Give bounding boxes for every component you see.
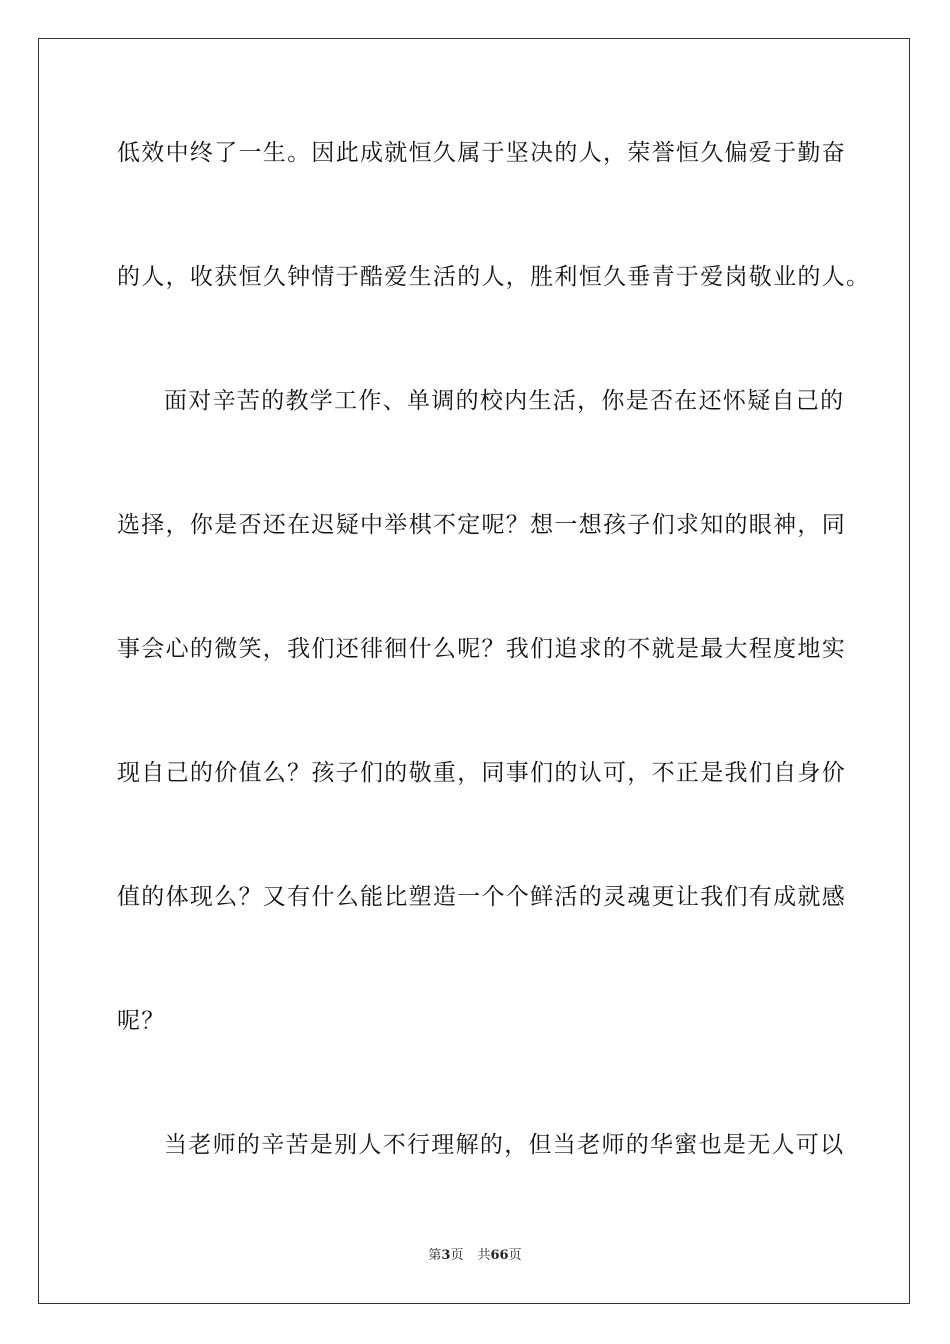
text-line-1: 低效中终了一生。因此成就恒久属于坚决的人，荣誉恒久偏爱于勤奋 — [117, 140, 846, 166]
paragraph-start-line-2: 当老师的辛苦是别人不行理解的，但当老师的华蜜也是无人可以 — [164, 1132, 845, 1158]
paragraph-start-line: 面对辛苦的教学工作、单调的校内生活，你是否在还怀疑自己的 — [164, 388, 845, 414]
total-prefix: 共 — [477, 1248, 491, 1263]
text-line-6: 现自己的价值么？孩子们的敬重，同事们的认可，不正是我们自身价 — [117, 760, 846, 786]
page-number: 3 — [441, 1248, 451, 1263]
text-line-8: 呢？ — [117, 1008, 166, 1034]
text-line-4: 选择，你是否还在迟疑中举棋不定呢？想一想孩子们求知的眼神，同 — [117, 512, 846, 538]
page-footer — [0, 1247, 950, 1265]
text-line-2: 的人，收获恒久钟情于酷爱生活的人，胜利恒久垂青于爱岗敬业的人。 — [117, 264, 871, 290]
page-border — [38, 38, 910, 1304]
page-prefix: 第 — [428, 1248, 442, 1263]
total-suffix: 页 — [508, 1248, 522, 1263]
total-pages: 66 — [490, 1248, 509, 1263]
text-line-7: 值的体现么？又有什么能比塑造一个个鲜活的灵魂更让我们有成就感 — [117, 884, 846, 910]
text-line-5: 事会心的微笑，我们还徘徊什么呢？我们追求的不就是最大程度地实 — [117, 636, 846, 662]
page-suffix: 页 — [450, 1248, 464, 1263]
